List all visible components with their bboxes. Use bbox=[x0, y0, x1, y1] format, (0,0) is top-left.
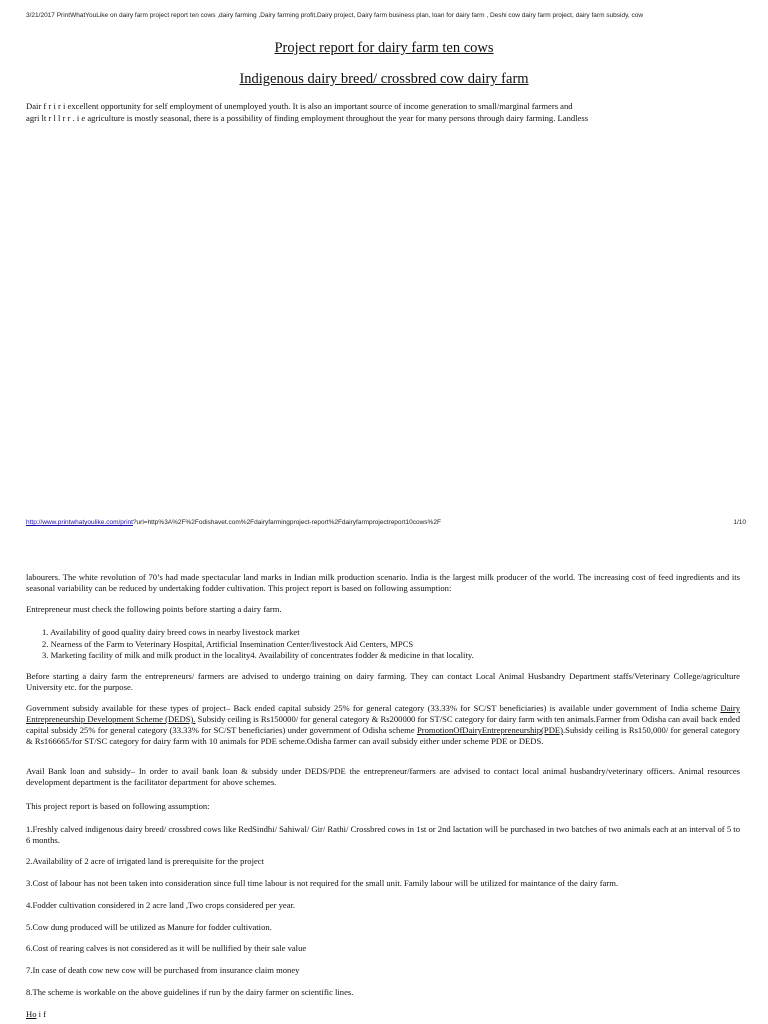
page-number: 1/10 bbox=[733, 519, 746, 526]
assumption-6: 6.Cost of rearing calves is not considered as it will be nullified by their sale value bbox=[26, 943, 307, 953]
footer-url-query: ?url=http%3A%2F%2Fodishavet.com%2Fdairyfarmingproject-report%2Fdairyfarmprojectreport10cows%2F bbox=[132, 519, 441, 526]
pde-link[interactable]: PromotionOfDairyEntrepreneurship(PDE) bbox=[416, 725, 564, 735]
page-subtitle: Indigenous dairy breed/ crossbred cow dairy farm bbox=[239, 71, 529, 87]
assumption-7: 7.In case of death cow new cow will be purchased from insurance claim money bbox=[26, 965, 300, 975]
assumption-5: 5.Cow dung produced will be utilized as Manure for fodder cultivation. bbox=[26, 922, 272, 932]
list-item: 1. Availability of good quality dairy breed cows in nearby livestock market bbox=[42, 627, 300, 637]
assumption-4: 4.Fodder cultivation considered in 2 acre land ,Two crops considered per year. bbox=[26, 900, 296, 910]
intro-line-1: Dair f r i r i excellent opportunity for self employment of unemployed youth. It is also an important source of income generation to small/marginal farmers and bbox=[26, 101, 573, 111]
paragraph-checklist-intro: Entrepreneur must check the following points before starting a dairy farm. bbox=[26, 604, 282, 614]
assumption-8: 8.The scheme is workable on the above guidelines if run by the dairy farmer on scientific lines. bbox=[26, 987, 354, 997]
paragraph-training: Before starting a dairy farm the entrepreneurs/ farmers are advised to undergo training on dairy farming. They can contact Local Animal Husbandry Department staffs/Veterinary College/agriculture University etc. for the purpose. bbox=[26, 671, 740, 692]
paragraph-assumption-intro: This project report is based on following assumption: bbox=[26, 801, 210, 811]
document-page-2 bbox=[0, 530, 768, 1024]
list-item: 2. Nearness of the Farm to Veterinary Hospital, Artificial Insemination Center/livestock Aid Centers, MPCS bbox=[42, 638, 414, 649]
paragraph-labourers: labourers. The white revolution of 70’s had made spectacular land marks in Indian milk production scenario. India is the largest milk producer of the world. The increasing cost of feed ingredients and its seasonal variability can be reduced by undertaking fodder cultivation. This project report is based on following assumption: bbox=[26, 572, 740, 593]
deds-link[interactable]: Dairy Entrepreneurship Development Scheme (DEDS). bbox=[26, 703, 740, 724]
intro-line-2: agri lt r l l r r . i e agriculture is mostly seasonal, there is a possibility of finding employment throughout the year for many persons through dairy farming. Landless bbox=[26, 113, 589, 123]
paragraph-bank-loan: Avail Bank loan and subsidy– In order to avail bank loan & subsidy under DEDS/PDE the entrepreneur/farmers are advised to contact local animal husbandry/veterinary officers. Animal resources development department is the facilitator department for above schemes. bbox=[26, 766, 740, 787]
page-title: Project report for dairy farm ten cows bbox=[274, 40, 494, 56]
truncated-heading: Ho i f bbox=[26, 1009, 47, 1019]
assumption-1: 1.Freshly calved indigenous dairy breed/ crossbred cows like RedSindhi/ Sahiwal/ Gir/ Rathi/ Crossbred cows in 1st or 2nd lactation will be purchased in two batches of two animals each at an interval of 5 to 6 months. bbox=[26, 824, 740, 845]
paragraph-subsidy: Government subsidy available for these types of project– Back ended capital subsidy 25% for general category (33.33% for SC/ST beneficiaries) is available under government of India scheme Dairy Entrepreneurship Development Scheme (DEDS). Subsidy ceiling is Rs150000/ for general category & Rs200000 for ST/SC category for dairy farm with ten animals.Farmer from Odisha can avail back ended capital subsidy 25% for general category (33.33% for SC/ST beneficiaries) under government of Odisha scheme PromotionOfDairyEntrepreneurship(PDE).Subsidy ceiling is Rs150,000/ for general category & Rs166665/for ST/SC category for dairy farm with 10 animals for PDE scheme.Odisha farmer can avail subsidy either under scheme PDE or DEDS. bbox=[26, 703, 740, 746]
print-header: 3/21/2017 PrintWhatYouLike on dairy farm project report ten cows ,dairy farming ,Dairy farming profit,Dairy project, Dairy farm business plan, loan for dairy farm , Deshi cow dairy farm project, dairy farm subsidy, cow bbox=[26, 12, 644, 19]
assumption-3: 3.Cost of labour has not been taken into consideration since full time labour is not required for the small unit. Family labour will be utilized for maintance of the dairy farm. bbox=[26, 878, 619, 888]
assumption-2: 2.Availability of 2 acre of irrigated land is prerequisite for the project bbox=[26, 856, 264, 866]
list-item: 3. Marketing facility of milk and milk product in the locality4. Availability of concentrates fodder & medicine in that locality. bbox=[42, 650, 474, 660]
print-footer bbox=[26, 519, 746, 529]
checklist bbox=[26, 627, 740, 662]
footer-url-link[interactable]: http://www.printwhatyoulike.com/print bbox=[26, 519, 133, 526]
